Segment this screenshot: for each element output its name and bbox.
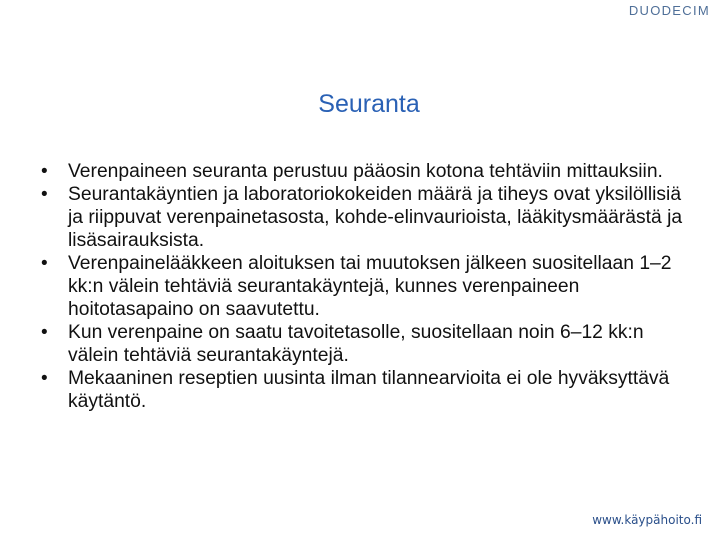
bullet-dot-icon: •: [41, 368, 48, 389]
bullet-dot-icon: •: [41, 184, 48, 205]
bullet-dot-icon: •: [41, 161, 48, 182]
bullet-text: Kun verenpaine on saatu tavoitetasolle, suositellaan noin 6–12 kk:n välein tehtäviä seurantakäyntejä.: [68, 322, 644, 366]
bullet-dot-icon: •: [41, 253, 48, 274]
bullet-item: [40, 183, 690, 252]
bullet-text: Verenpainelääkkeen aloituksen tai muutoksen jälkeen suositellaan 1–2 kk:n välein tehtäviä seurantakäyntejä, kunnes verenpaineen hoitotasapaino on saavutettu.: [68, 253, 672, 320]
bullet-item: [40, 252, 690, 321]
duodecim-logo: DUODECIM: [628, 3, 710, 18]
bullet-item: [40, 367, 690, 413]
bullet-dot-icon: •: [41, 322, 48, 343]
footer-link[interactable]: www.käypähoito.fi: [592, 513, 702, 527]
bullet-item: [40, 160, 690, 183]
bullet-text: Seurantakäyntien ja laboratoriokokeiden määrä ja tiheys ovat yksilöllisiä ja riippuvat verenpainetasosta, kohde-elinvaurioista, lääkitysmäärästä ja lisäsairauksista.: [68, 184, 683, 251]
bullet-item: [40, 321, 690, 367]
slide-title: Seuranta: [318, 90, 420, 118]
bullet-text: Mekaaninen reseptien uusinta ilman tilannearvioita ei ole hyväksyttävä käytäntö.: [68, 368, 670, 412]
bullet-list: [40, 160, 690, 413]
bullet-text: Verenpaineen seuranta perustuu pääosin kotona tehtäviin mittauksiin.: [68, 161, 663, 182]
